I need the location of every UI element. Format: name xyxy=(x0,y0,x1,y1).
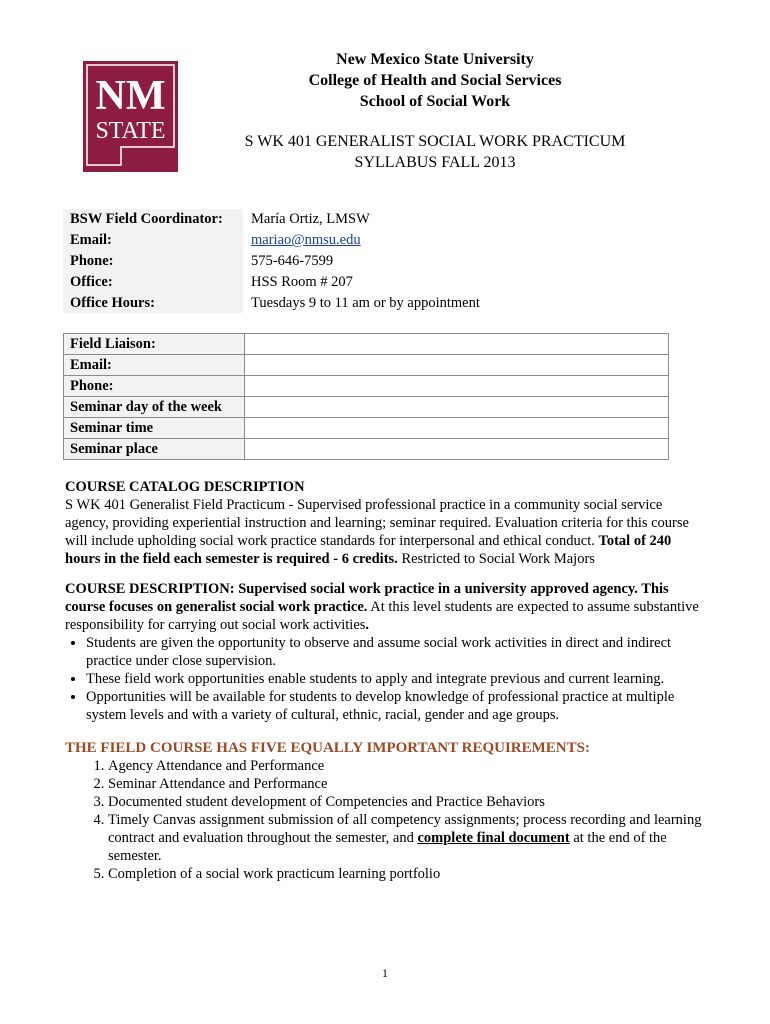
contact-values xyxy=(251,209,480,314)
requirements-list xyxy=(65,757,705,883)
list-item: 4. Timely Canvas assignment submission of all competency assignments; process recording and learning contract and evaluation throughout the semester, and complete final document at the end of the semester. xyxy=(108,811,705,865)
course-term: SYLLABUS FALL 2013 xyxy=(354,154,516,171)
table-label: Seminar day of the week xyxy=(64,397,245,418)
list-item: 5. Completion of a social work practicum learning portfolio xyxy=(108,865,705,883)
field-liaison-table xyxy=(63,333,669,460)
catalog-description: S WK 401 Generalist Field Practicum - Supervised professional practice in a community social service agency, providing experiential instruction and learning; seminar required. Evaluation criteria for this course will include upholding social work practice standards for interpersonal and ethical conduct. Total of 240 hours in the field each semester is required - 6 credits. Restricted to Social Work Majors xyxy=(65,497,689,567)
label-phone: Phone: xyxy=(70,253,114,269)
label-office: Office: xyxy=(70,274,113,290)
requirements-heading: THE FIELD COURSE HAS FIVE EQUALLY IMPORTANT REQUIREMENTS: xyxy=(65,740,590,756)
table-value[interactable] xyxy=(245,355,669,376)
list-item: • These field work opportunities enable students to apply and integrate previous and current learning. xyxy=(86,670,705,688)
table-label: Seminar place xyxy=(64,439,245,460)
college-name: College of Health and Social Services xyxy=(308,72,562,89)
table-value[interactable] xyxy=(245,376,669,397)
table-value[interactable] xyxy=(245,418,669,439)
list-item: 2. Seminar Attendance and Performance xyxy=(108,775,705,793)
catalog-heading: COURSE CATALOG DESCRIPTION xyxy=(65,479,305,495)
label-coordinator: BSW Field Coordinator: xyxy=(70,211,223,227)
logo-nm-text: NM xyxy=(95,73,166,119)
table-value[interactable] xyxy=(245,397,669,418)
table-label: Phone: xyxy=(64,376,245,397)
table-label: Email: xyxy=(64,355,245,376)
list-item: • Opportunities will be available for students to develop knowledge of professional practice at multiple system levels and with a variety of cultural, ethnic, racial, gender and age groups. xyxy=(86,688,705,724)
table-value[interactable] xyxy=(245,334,669,355)
label-email: Email: xyxy=(70,232,112,248)
label-office-hours: Office Hours: xyxy=(70,295,155,311)
logo-state-text: STATE xyxy=(95,118,166,144)
table-label: Seminar time xyxy=(64,418,245,439)
course-title: S WK 401 GENERALIST SOCIAL WORK PRACTICUM xyxy=(244,133,626,150)
syllabus-body xyxy=(65,478,705,883)
description-bullets xyxy=(65,634,705,724)
coordinator-hours: Tuesdays 9 to 11 am or by appointment xyxy=(251,295,480,311)
course-title-block xyxy=(200,131,670,173)
list-item: • Students are given the opportunity to observe and assume social work activities in direct and indirect practice under close supervision. xyxy=(86,634,705,670)
table-value[interactable] xyxy=(245,439,669,460)
list-item: 1. Agency Attendance and Performance xyxy=(108,757,705,775)
nmsu-logo xyxy=(83,61,178,172)
course-description: COURSE DESCRIPTION: Supervised social work practice in a university approved agency. This course focuses on generalist social work practice. At this level students are expected to assume substantive responsibility for carrying out social work activities. xyxy=(65,581,699,633)
list-item: 3. Documented student development of Competencies and Practice Behaviors xyxy=(108,793,705,811)
document-header xyxy=(230,49,640,112)
table-row xyxy=(64,439,669,460)
coordinator-email-link[interactable]: mariao@nmsu.edu xyxy=(251,232,361,248)
coordinator-office: HSS Room # 207 xyxy=(251,274,353,290)
table-row xyxy=(64,355,669,376)
contact-labels xyxy=(70,209,223,314)
table-row xyxy=(64,397,669,418)
university-name: New Mexico State University xyxy=(336,51,534,68)
page-number: 1 xyxy=(382,966,388,980)
table-row xyxy=(64,418,669,439)
coordinator-name: María Ortiz, LMSW xyxy=(251,211,370,227)
school-name: School of Social Work xyxy=(359,93,511,110)
table-label: Field Liaison: xyxy=(64,334,245,355)
table-row xyxy=(64,376,669,397)
coordinator-phone: 575-646-7599 xyxy=(251,253,334,269)
table-row xyxy=(64,334,669,355)
